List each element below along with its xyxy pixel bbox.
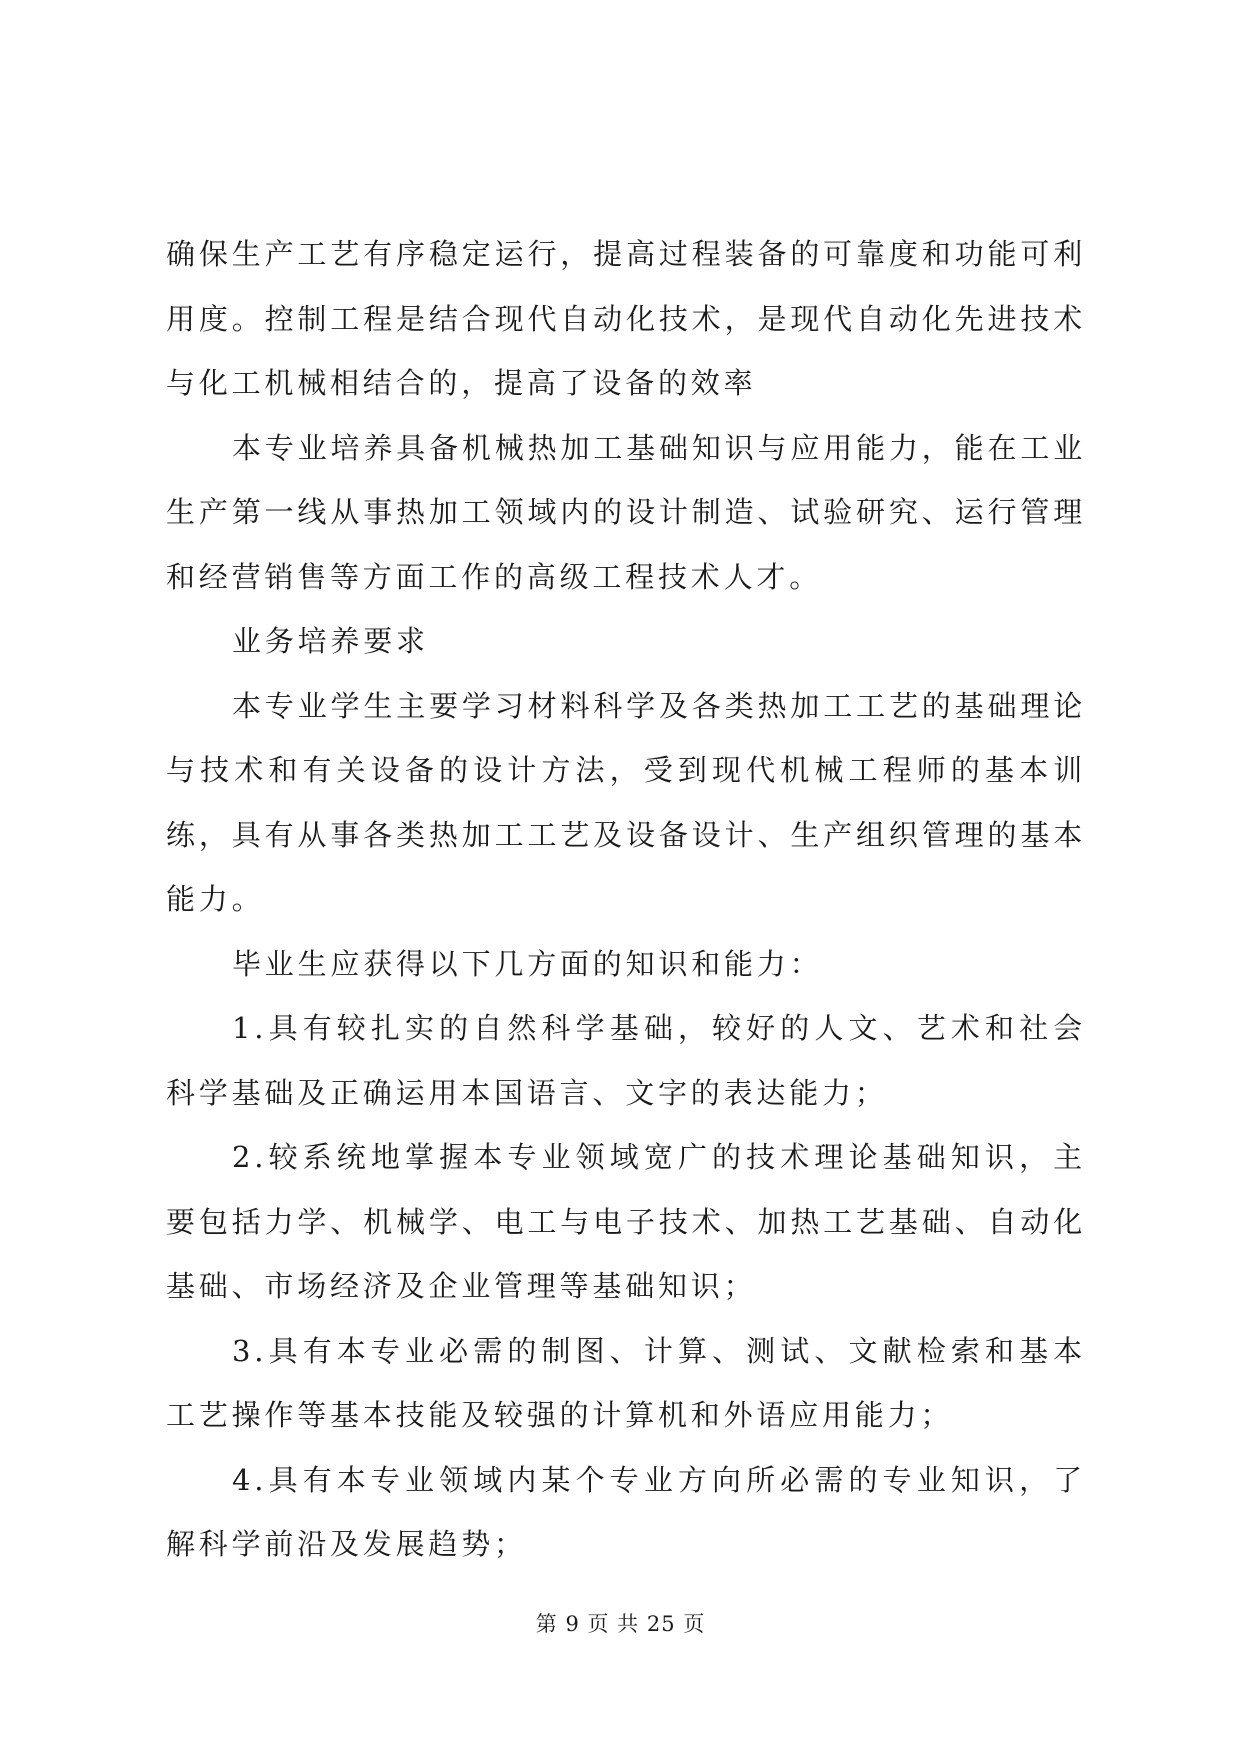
body-paragraph-3: 本专业学生主要学习材料科学及各类热加工工艺的基础理论与技术和有关设备的设计方法，受到现代机械工程师的基本训练，具有从事各类热加工工艺及设备设计、生产组织管理的基本能力。 (166, 688, 1086, 916)
list-item-4: 4.具有本专业领域内某个专业方向所必需的专业知识，了解科学前沿及发展趋势； (166, 1462, 1086, 1561)
list-item-3: 3.具有本专业必需的制图、计算、测试、文献检索和基本工艺操作等基本技能及较强的计算机和外语应用能力； (166, 1333, 1086, 1432)
section-heading-business-requirements: 业务培养要求 (232, 624, 429, 658)
body-paragraph-4: 毕业生应获得以下几方面的知识和能力： (232, 946, 823, 981)
document-body (166, 222, 1086, 1577)
list-item-1: 1.具有较扎实的自然科学基础，较好的人文、艺术和社会科学基础及正确运用本国语言、文字的表达能力； (166, 1011, 1086, 1110)
list-item-2: 2.较系统地掌握本专业领域宽广的技术理论基础知识，主要包括力学、机械学、电工与电子技术、加热工艺基础、自动化基础、市场经济及企业管理等基础知识； (166, 1140, 1086, 1303)
page-footer: 第 9 页 共 25 页 (535, 1612, 706, 1636)
body-paragraph-2: 本专业培养具备机械热加工基础知识与应用能力，能在工业生产第一线从事热加工领域内的设计制造、试验研究、运行管理和经营销售等方面工作的高级工程技术人才。 (166, 430, 1086, 594)
body-paragraph-1: 确保生产工艺有序稳定运行，提高过程装备的可靠度和功能可利用度。控制工程是结合现代自动化技术，是现代自动化先进技术与化工机械相结合的，提高了设备的效率 (166, 237, 1086, 400)
